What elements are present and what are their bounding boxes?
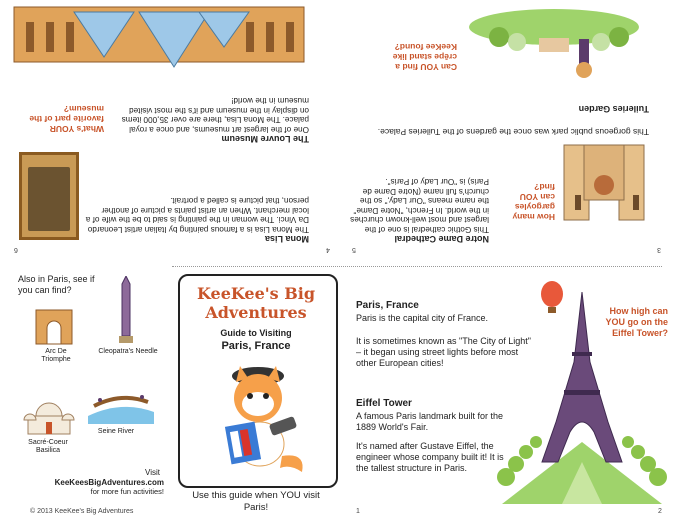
page-number-5: 5 bbox=[352, 246, 356, 253]
tuileries-body: This gorgeous public park was once the gardens of the Tuileries Palace. bbox=[377, 127, 649, 137]
arc-de-triomphe-icon bbox=[34, 306, 74, 346]
crepe-question: Can YOU find a crêpe stand like KeeKee found? bbox=[392, 42, 457, 72]
paris-title: Paris, France bbox=[356, 300, 419, 311]
eiffel-body: A famous Paris landmark built for the 1889 World's Fair. bbox=[356, 411, 504, 432]
page-number-6: 6 bbox=[14, 246, 18, 253]
cover-subtitle-2: Paris, France bbox=[221, 340, 291, 352]
fold-line bbox=[172, 266, 662, 267]
mona-lisa-title: Mona Lisa bbox=[264, 234, 309, 244]
eiffel-title: Eiffel Tower bbox=[356, 398, 412, 409]
louvre-question: What's YOUR favorite part of the museum? bbox=[29, 104, 104, 134]
sacre-coeur-label: Sacré-Coeur Basilica bbox=[28, 439, 68, 454]
top-half bbox=[0, 0, 679, 262]
notre-dame-body: This Gothic cathedral is one of the largest and most well-known churches in the world. In French, "Notre Dame" the name means "Our Lady," so the church's full name (Notre Dame de Paris) is "Our Lady of Paris". bbox=[350, 177, 489, 234]
notre-dame-title: Notre Dame Cathedral bbox=[394, 234, 489, 244]
page-number-3: 3 bbox=[657, 246, 661, 253]
louvre-body: One of the largest art museums, and once a royal palace. The Mona Lisa, there are over 35,000 items on display in the museum and it's the most visited museum in the world! bbox=[121, 96, 309, 134]
gargoyle-question: How many gargoyles can YOU find? bbox=[512, 182, 555, 222]
cover-title: KeeKee's Big Adventures bbox=[196, 284, 316, 322]
cleopatras-needle-label: Cleopatra's Needle bbox=[98, 348, 158, 355]
paris-panel bbox=[342, 268, 679, 528]
visit-url-link[interactable]: KeeKeesBigAdventures.com bbox=[54, 478, 164, 487]
also-intro: Also in Paris, see if you can find? bbox=[18, 274, 95, 295]
cover-panel bbox=[170, 268, 342, 528]
page-number-1: 1 bbox=[356, 508, 360, 515]
louvre-title: The Louvre Museum bbox=[221, 134, 309, 144]
tuileries-title: Tuileries Garden bbox=[578, 104, 649, 114]
mona-lisa-body: The Mona Lisa is a famous painting by Italian artist Leonardo Da Vinci. The woman in the painting is said to be the wife of a local merchant. When an artist paints a picture of another person, that picture is called a portrait. bbox=[85, 196, 309, 234]
louvre-illustration bbox=[9, 2, 309, 102]
eiffel-tower-icon bbox=[492, 272, 672, 504]
cover-caption: Use this guide when YOU visit Paris! bbox=[192, 490, 320, 513]
louvre-art bbox=[9, 2, 309, 102]
arc-de-triomphe-label: Arc De Triomphe bbox=[41, 348, 71, 363]
sacre-coeur-icon bbox=[22, 386, 76, 436]
cover-subtitle-1: Guide to Visiting bbox=[220, 328, 292, 338]
page-number-4: 4 bbox=[326, 246, 330, 253]
eiffel-question: How high can YOU go on the Eiffel Tower? bbox=[605, 306, 668, 338]
eiffel-body-2: It's named after Gustave Eiffel, the engineer whose company built it! It is the tallest structure in Paris. bbox=[356, 441, 504, 473]
tuileries-art bbox=[459, 2, 649, 82]
notre-dame-art bbox=[559, 142, 649, 240]
keekee-cat-icon bbox=[210, 360, 310, 478]
notre-dame-illustration bbox=[559, 142, 649, 240]
page-number-2: 2 bbox=[658, 508, 662, 515]
mona-lisa-portrait bbox=[28, 167, 70, 231]
visit-line: Visit bbox=[145, 468, 160, 477]
paris-body-2: It is sometimes known as "The City of Light" – it began using street lights before most other European cities! bbox=[356, 336, 531, 368]
mona-lisa-frame bbox=[19, 152, 79, 240]
tuileries-illustration bbox=[459, 2, 649, 82]
cleopatras-needle-icon bbox=[118, 276, 134, 344]
also-in-paris-panel bbox=[0, 268, 170, 528]
copyright: © 2013 KeeKee's Big Adventures bbox=[30, 508, 134, 515]
seine-river-icon bbox=[88, 388, 154, 424]
visit-more: for more fun activities! bbox=[90, 487, 164, 496]
paris-body: Paris is the capital city of France. bbox=[356, 313, 489, 323]
seine-river-label: Seine River bbox=[97, 428, 135, 435]
